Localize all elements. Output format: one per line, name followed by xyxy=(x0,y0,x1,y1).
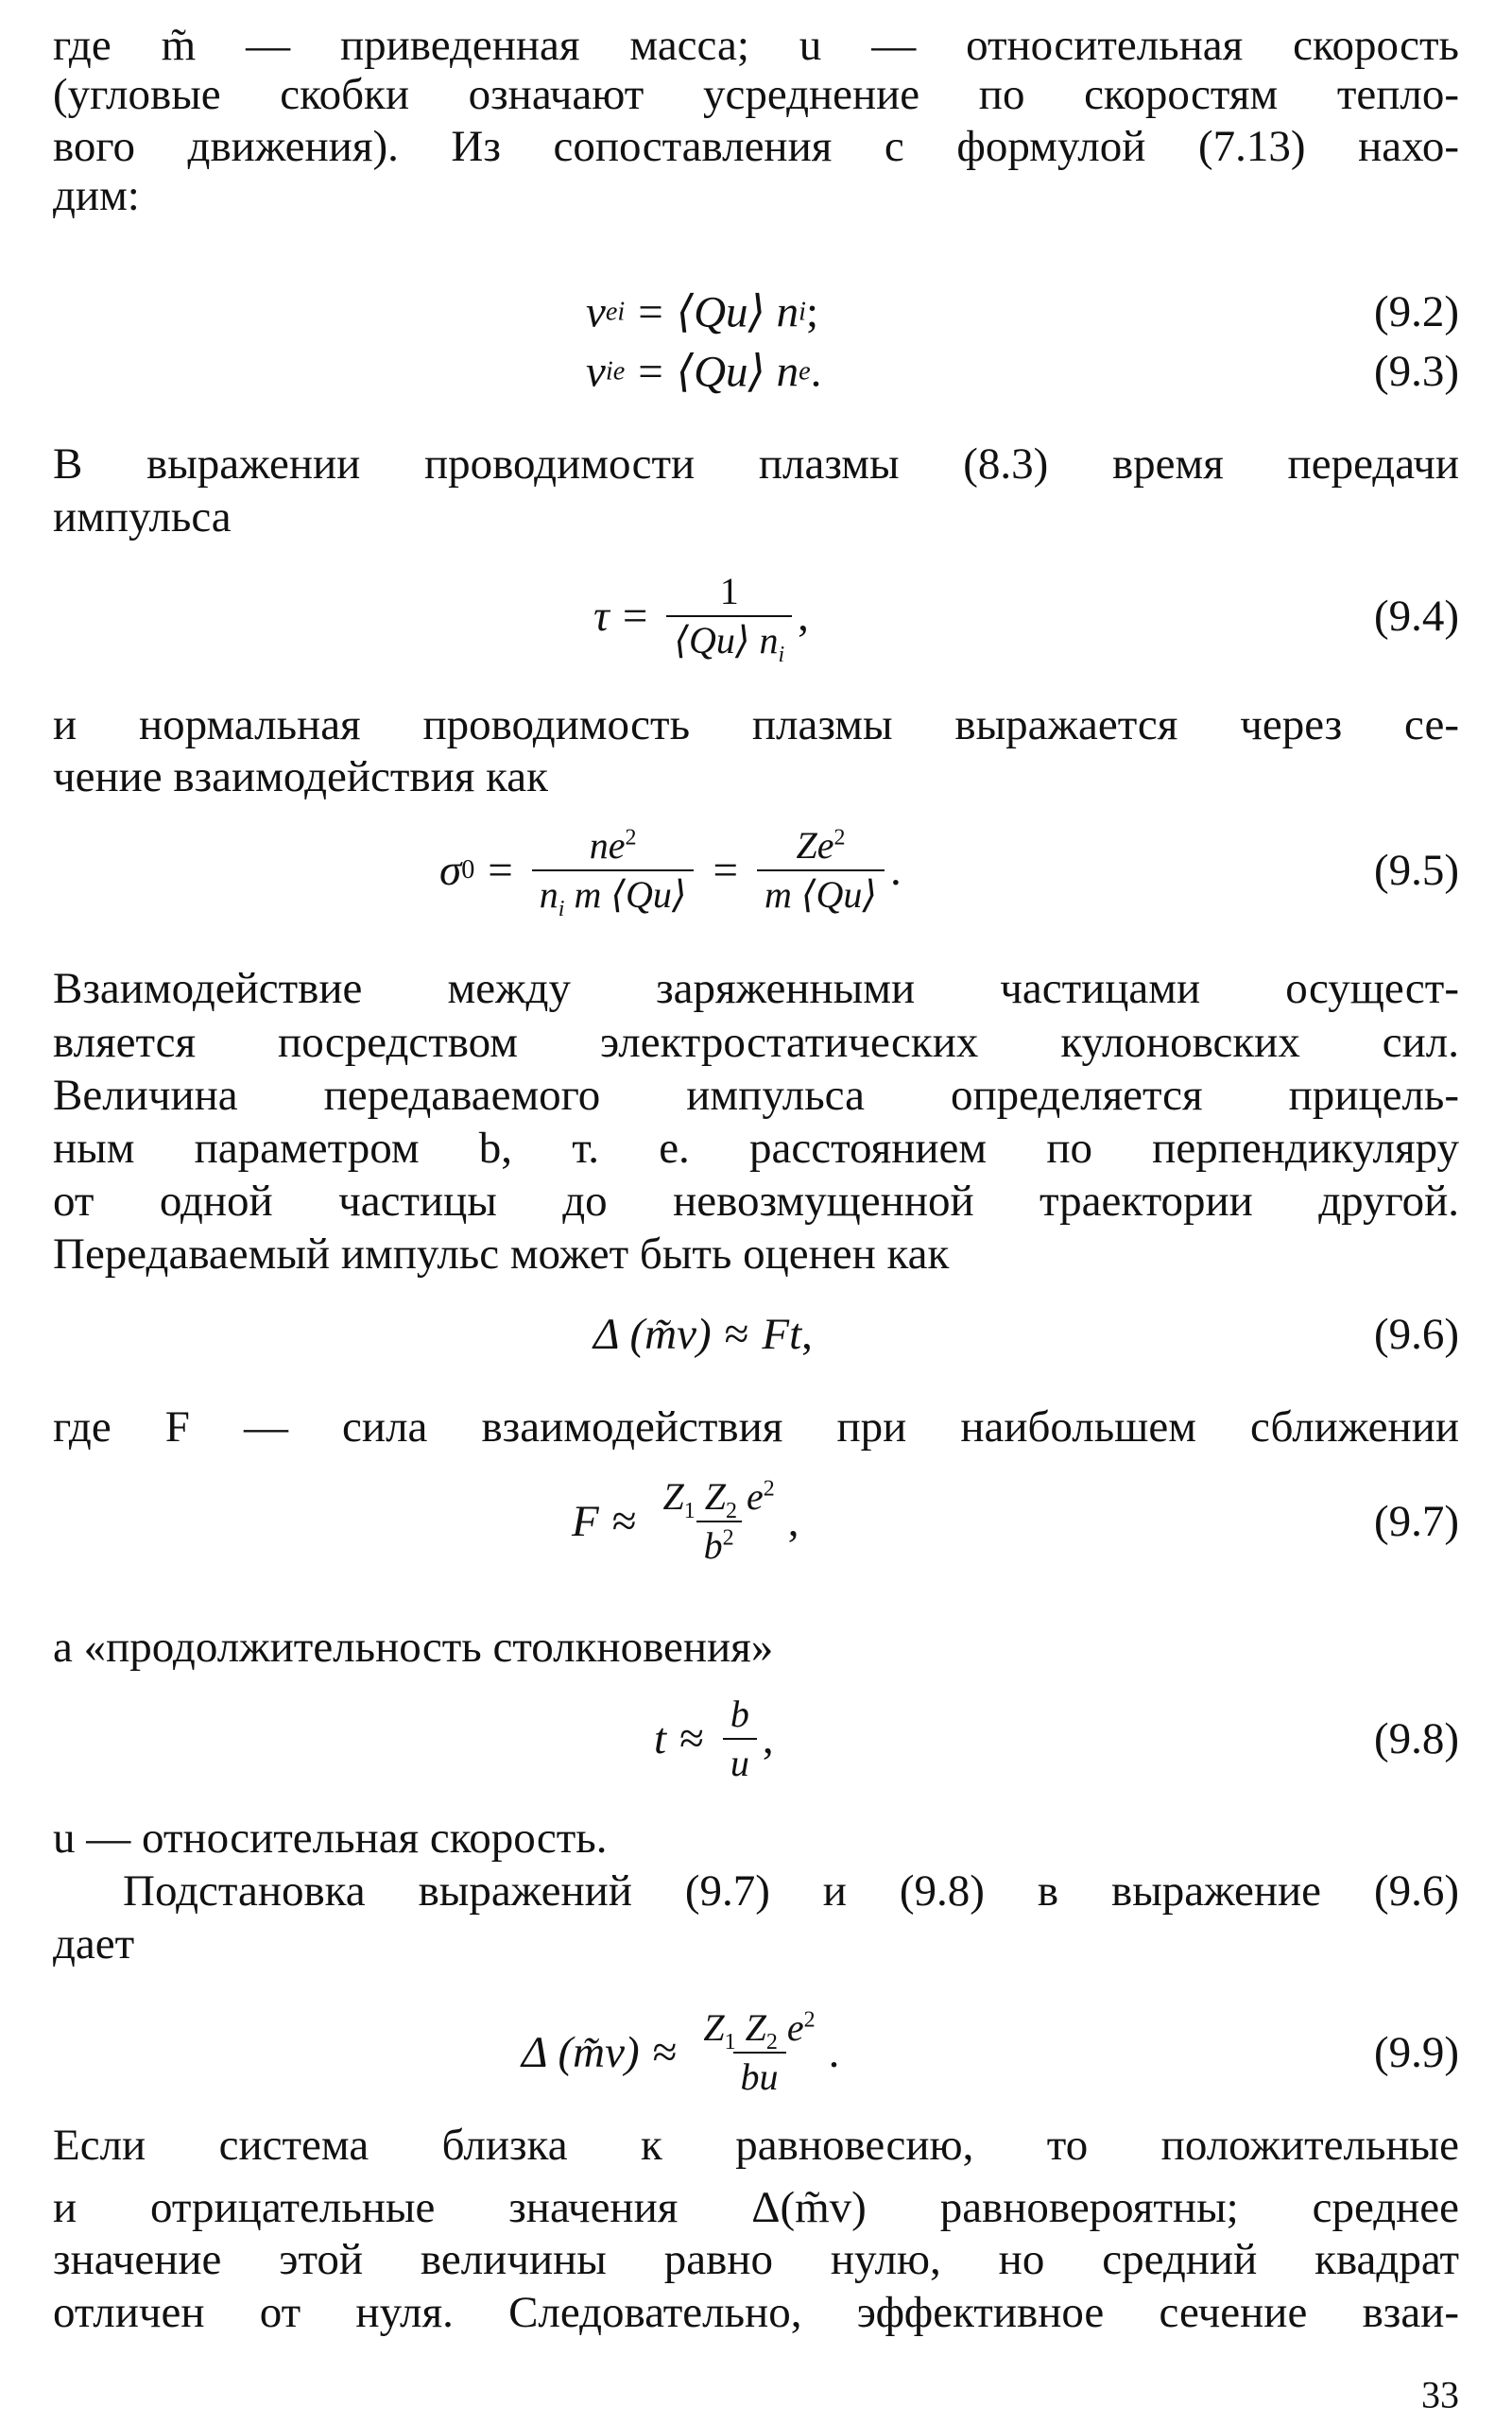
text-line: а «продолжительность столкновения» xyxy=(53,1623,774,1672)
text-line: импульса xyxy=(53,492,232,542)
text-line: дим: xyxy=(53,171,140,220)
equation-number: (9.3) xyxy=(1373,347,1459,396)
equation-number: (9.8) xyxy=(1373,1714,1459,1763)
equation-number: (9.2) xyxy=(1373,287,1459,336)
equation-number: (9.7) xyxy=(1373,1497,1459,1546)
text-line: где m̃ — приведенная масса; u — относительная скорость xyxy=(53,21,1459,70)
text-line: u — относительная скорость. xyxy=(53,1814,608,1863)
text-line: Величина передаваемого импульса определяется прицель- xyxy=(53,1071,1459,1120)
text-line: чение взаимодействия как xyxy=(53,752,548,801)
text-line: вого движения). Из сопоставления с формулой (7.13) нахо- xyxy=(53,122,1459,171)
equation-number: (9.4) xyxy=(1373,592,1459,641)
text-line: и нормальная проводимость плазмы выражается через се- xyxy=(53,700,1459,749)
text-line: ным параметром b, т. е. расстоянием по перпендикуляру xyxy=(53,1124,1459,1173)
equation-number: (9.6) xyxy=(1373,1310,1459,1359)
text-line: Если система близка к равновесию, то положительные xyxy=(53,2121,1459,2170)
text-line: дает xyxy=(53,1919,135,1968)
page-number: 33 xyxy=(1421,2373,1459,2416)
equation-number: (9.5) xyxy=(1373,846,1459,895)
text-line: Взаимодействие между заряженными частицами осущест- xyxy=(53,964,1459,1013)
equation-number: (9.9) xyxy=(1373,2028,1459,2077)
text-line: отличен от нуля. Следовательно, эффективное сечение взаи- xyxy=(53,2288,1459,2337)
text-line: значение этой величины равно нулю, но средний квадрат xyxy=(53,2235,1459,2284)
text-line: В выражении проводимости плазмы (8.3) время передачи xyxy=(53,439,1459,489)
text-line: вляется посредством электростатических кулоновских сил. xyxy=(53,1018,1459,1067)
text-line: от одной частицы до невозмущенной траектории другой. xyxy=(53,1177,1459,1226)
text-line: (угловые скобки означают усреднение по скоростям тепло- xyxy=(53,70,1459,119)
text-line: Подстановка выражений (9.7) и (9.8) в выражение (9.6) xyxy=(123,1866,1459,1916)
text-line: где F — сила взаимодействия при наибольшем сближении xyxy=(53,1402,1459,1452)
text-line: и отрицательные значения Δ(m̃v) равновероятны; среднее xyxy=(53,2183,1459,2232)
book-page: где m̃ — приведенная масса; u — относительная скорость (угловые скобки означают усреднение по скоростям тепло- вого движения). Из сопоставления с формулой (7.13) нахо- дим: ν ei = ⟨Qu⟩ n i ; (9.2) ν ie = ⟨Qu⟩ n e . (9.3) В выражении проводимости плазмы (8.3) время передачи импульса τ = $\frac{1}{⟨Qu⟩ n_i}$ , (9.4) и нормальная проводимость плазмы выражается через се- чение взаимодействия как σ 0 = $\frac{ne^2}{n_i m ⟨Qu⟩}$ = $\frac{Ze^2}{m ⟨Qu⟩}$ . (9.5) Взаимодействие между заряженными частицами осущест- вляется посредством электростатических кулоновских сил. Величина передаваемого импульса определяется прицель- ным параметром b, т. е. расстоянием по перпендикуляру от одной частицы до невозмущенной траектории другой. Передаваемый импульс может быть оценен как Δ (m̃v) ≈ Ft , (9.6) где F — сила взаимодействия при наибольшем сближении F ≈ $\frac{Z_1 Z_2 e^2}{b^2}$ , (9.7) а «продолжительность столкновения» t ≈ $\frac{b}{u}$ , (9.8) u — относительная скорость. Подстановка выражений (9.7) и (9.8) в выражение (9.6) дает Δ (m̃v) ≈ $\frac{Z_1 Z_2 e^2}{bu}$ . (9.9) Если система близка к равновесию, то положительные и отрицательные значения Δ(m̃v) равновероятны; среднее значение этой величины равно нулю, но средний квадрат отличен от нуля. Следовательно, эффективное сечение взаи- 33 xyxy=(0,0,1512,2424)
text-line: Передаваемый импульс может быть оценен как xyxy=(53,1229,950,1279)
